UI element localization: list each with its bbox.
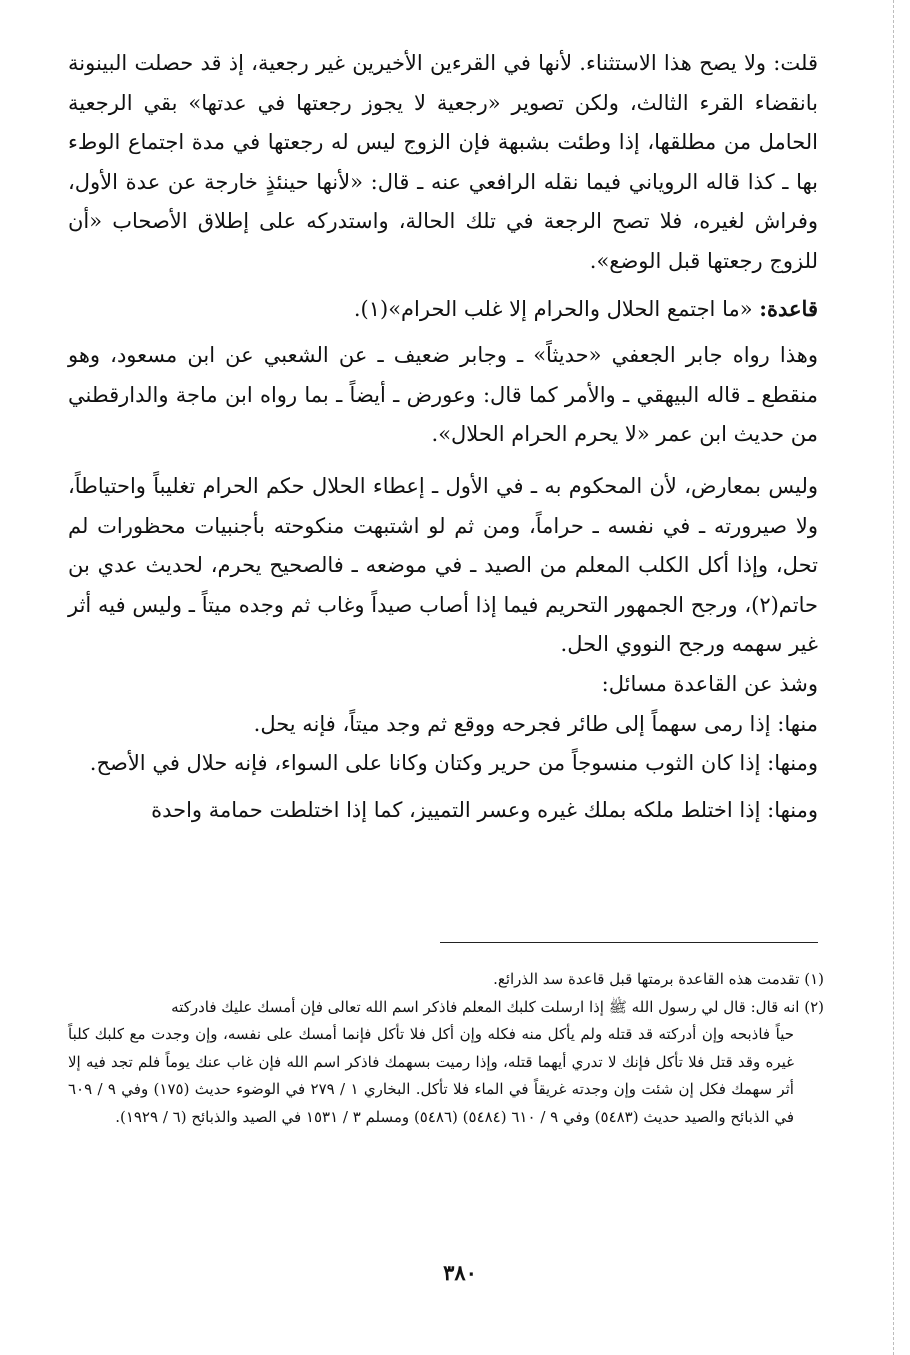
footnote-separator — [440, 942, 818, 943]
paragraph-5: منها: إذا رمى سهماً إلى طائر فجرحه ووقع ثم وجد ميتاً، فإنه يحل. — [253, 711, 818, 736]
paragraph-4: وشذ عن القاعدة مسائل: — [601, 671, 818, 696]
rule-label: قاعدة: — [759, 295, 818, 321]
paragraph-7: ومنها: إذا اختلط ملكه بملك غيره وعسر التمييز، كما إذا اختلطت حمامة واحدة — [151, 797, 818, 822]
paragraph-2: وهذا رواه جابر الجعفي «حديثاً» ـ وجابر ضعيف ـ عن الشعبي عن ابن مسعود، وهو منقطع ـ قاله البيهقي ـ والأمر كما قال: وعورض ـ أيضاً ـ بما رواه ابن ماجة والدارقطني من حديث ابن عمر «لا يحرم الحرام الحلال». — [68, 343, 818, 447]
scan-margin-line — [893, 0, 894, 1355]
rule-text: «ما اجتمع الحلال والحرام إلا غلب الحرام»(١). — [353, 296, 760, 321]
footnote-2-intro: (٢) انه قال: قال لي رسول الله ﷺ إذا ارسلت كلبك المعلم فاذكر اسم الله تعالى فإن أمسك عليك فادركته — [171, 997, 824, 1016]
footnote-1: (١) تقدمت هذه القاعدة برمتها قبل قاعدة سد الذرائع. — [493, 970, 824, 988]
rule-paragraph — [68, 289, 818, 330]
paragraph-1: قلت: ولا يصح هذا الاستثناء. لأنها في القرءين الأخيرين غير رجعية، إذ قد حصلت البينونة بانقضاء القرء الثالث، ولكن تصوير «رجعية لا يجوز رجعتها في عدتها» بقي الرجعية الحامل من مطلقها، إذا وطئت بشبهة فإن الزوج ليس له رجعتها في مدة اجتماع الوطء بها ـ كذا قاله الروياني فيما نقله الرافعي عنه ـ قال: «لأنها حينئذٍ خارجة عن عدة الأول، وفراش لغيره، فلا تصح الرجعة في تلك الحالة، واستدركه على إطلاق الأصحاب «أن للزوج رجعتها قبل الوضع». — [68, 51, 818, 273]
paragraph-6: ومنها: إذا كان الثوب منسوجاً من حرير وكتان وكانا على السواء، فإنه حلال في الأصح. — [89, 751, 818, 776]
main-text — [68, 44, 818, 830]
paragraph-3: وليس بمعارض، لأن المحكوم به ـ في الأول ـ إعطاء الحلال حكم الحرام تغليباً واحتياطاً، ولا صيرورته ـ في نفسه ـ حراماً، ومن ثم لو اشتبهت منكوحته بأجنبيات محظورات لم تحل، وإذا أكل الكلب المعلم من الصيد ـ في موضعه ـ فالصحيح يحرم، لحديث عدي بن حاتم(٢)، ورجح الجمهور التحريم فيما إذا أصاب صيداً وغاب ثم وجده ميتاً ـ وليس فيه أثر غير سهمه ورجح النووي الحل. — [68, 473, 818, 657]
footnote-2-body: حياً فاذبحه وإن أدركته قد قتله ولم يأكل منه فكله وإن أكل فلا تأكل فإنما أمسك على نفسه، وإن وجدت مع كلبك كلباً غيره وقد قتل فلا تأكل فإنك لا تدري أيهما قتله، وإذا رميت بسهمك فاذكر اسم الله فإن غاب عنك يوماً فلم تجد فيه إلا أثر سهمك فكل إن شئت وإن وجدته غريقاً في الماء فلا تأكل. البخاري ١ / ٢٧٩ في الوضوء حديث (١٧٥) وفي ٩ / ٦٠٩ في الذبائح والصيد حديث (٥٤٨٣) وفي ٩ / ٦١٠ (٥٤٨٤) (٥٤٨٦) ومسلم ٣ / ١٥٣١ في الصيد والذبائح (٦ / ١٩٢٩). — [68, 1025, 794, 1126]
page-number: ٣٨٠ — [443, 1260, 477, 1285]
footnotes — [68, 966, 824, 1131]
